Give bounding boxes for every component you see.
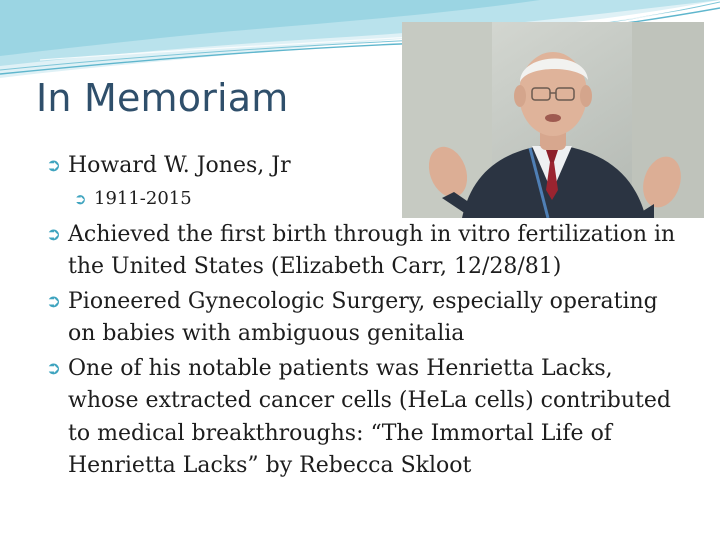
slide-title: In Memoriam	[36, 76, 289, 120]
bullet-text: Achieved the first birth through in vitro fertilization in the United States (Elizabeth Carr, 12/28/81)	[68, 221, 676, 279]
circle-arrow-icon: ➲	[74, 189, 87, 208]
bullet-list	[44, 150, 684, 485]
circle-arrow-icon: ➲	[46, 357, 62, 379]
bullet-item	[44, 353, 684, 483]
bullet-item	[44, 219, 684, 284]
circle-arrow-icon: ➲	[46, 223, 62, 245]
bullet-item	[44, 286, 684, 351]
circle-arrow-icon: ➲	[46, 290, 62, 312]
bullet-text: One of his notable patients was Henrietta Lacks, whose extracted cancer cells (HeLa cells) contributed to medical breakthroughs: “The Immortal Life of Henrietta Lacks” by Rebecca Skloot	[68, 355, 671, 478]
bullet-text: 1911-2015	[94, 187, 192, 209]
bullet-item	[44, 150, 684, 183]
circle-arrow-icon: ➲	[46, 155, 62, 176]
sub-bullet-item	[44, 185, 684, 213]
bullet-text: Howard W. Jones, Jr	[68, 153, 291, 178]
bullet-text: Pioneered Gynecologic Surgery, especially operating on babies with ambiguous genitalia	[68, 288, 658, 346]
